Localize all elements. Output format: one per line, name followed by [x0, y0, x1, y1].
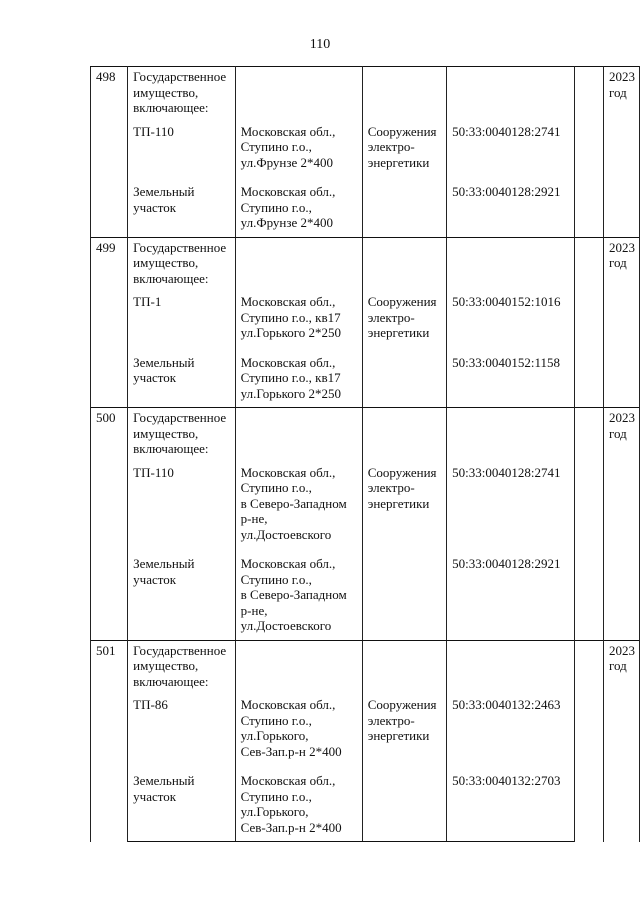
item-type: [362, 170, 446, 237]
page-number: 110: [309, 37, 331, 52]
record-number: [91, 237, 128, 408]
item-type: [362, 116, 446, 171]
record-year: [603, 408, 639, 641]
item-cadastral-text: 50:33:0040128:2921: [452, 556, 561, 571]
record-row: [91, 67, 640, 116]
record-header: [128, 640, 236, 689]
item-cadastral: [447, 170, 575, 237]
blank-cell: [575, 67, 604, 238]
type-cell: [362, 640, 446, 689]
record-header: [128, 67, 236, 116]
item-address-text: Московская обл., Ступино г.о., ул.Фрунзе 2*400: [240, 184, 336, 230]
item-type: [362, 689, 446, 759]
item-address: [235, 457, 362, 543]
item-type: [362, 457, 446, 543]
item-address-text: Московская обл., Ступино г.о., кв17 ул.Горького 2*250: [240, 354, 342, 401]
cadastral-cell: [447, 640, 575, 689]
address-cell: [235, 67, 362, 116]
cadastral-cell: [447, 408, 575, 457]
record-year: [603, 237, 639, 408]
item-name-text: ТП-110: [133, 123, 174, 139]
item-cadastral: [447, 457, 575, 543]
item-address: [235, 759, 362, 842]
item-row: [91, 286, 640, 341]
record-row: [91, 640, 640, 689]
blank-cell: [575, 640, 604, 842]
item-name: [128, 542, 236, 640]
item-name: [128, 170, 236, 237]
record-header-text: Государственное имущество, включающее:: [133, 642, 227, 689]
item-name: [128, 341, 236, 408]
item-address: [235, 542, 362, 640]
item-address: [235, 341, 362, 408]
record-number: [91, 640, 128, 842]
record-number-text: 498: [96, 69, 116, 84]
registry-body: [91, 67, 640, 842]
record-number-text: 500: [96, 410, 116, 425]
item-address-text: Московская обл., Ступино г.о., ул.Горького, Сев-Зап.р-н 2*400: [240, 697, 342, 759]
item-type-text: Сооружения электро- энергетики: [367, 123, 437, 170]
record-year: [603, 67, 639, 238]
item-row: [91, 689, 640, 759]
cadastral-cell: [447, 237, 575, 286]
item-name: [128, 457, 236, 543]
item-row: [91, 170, 640, 237]
item-name: [128, 286, 236, 341]
item-name-text: ТП-1: [133, 294, 162, 309]
record-year-text: 2023 год: [608, 642, 635, 673]
item-address-text: Московская обл., Ступино г.о., ул.Фрунзе 2*400: [240, 123, 336, 170]
item-row: [91, 116, 640, 171]
item-cadastral: [447, 689, 575, 759]
item-type: [362, 759, 446, 842]
item-name-text: Земельный участок: [133, 354, 195, 385]
item-address: [235, 689, 362, 759]
type-cell: [362, 67, 446, 116]
address-cell: [235, 640, 362, 689]
item-name: [128, 689, 236, 759]
item-row: [91, 542, 640, 640]
item-type-text: Сооружения электро- энергетики: [367, 464, 437, 511]
item-name-text: Земельный участок: [133, 184, 195, 215]
item-name-text: Земельный участок: [133, 556, 195, 587]
record-header: [128, 237, 236, 286]
blank-cell: [575, 237, 604, 408]
item-row: [91, 457, 640, 543]
item-name-text: ТП-110: [133, 464, 174, 480]
blank-cell: [575, 408, 604, 641]
type-cell: [362, 408, 446, 457]
address-cell: [235, 408, 362, 457]
record-year-text: 2023 год: [608, 239, 635, 270]
item-cadastral: [447, 341, 575, 408]
item-cadastral-text: 50:33:0040132:2463: [452, 697, 561, 712]
item-cadastral-text: 50:33:0040128:2921: [452, 184, 561, 199]
record-number: [91, 408, 128, 641]
item-row: [91, 759, 640, 842]
record-row: [91, 408, 640, 457]
item-type-text: Сооружения электро- энергетики: [367, 294, 437, 340]
item-name: [128, 116, 236, 171]
item-name: [128, 759, 236, 842]
item-address-text: Московская обл., Ступино г.о., ул.Горького, Сев-Зап.р-н 2*400: [240, 773, 342, 835]
record-number-text: 501: [96, 642, 116, 658]
record-row: [91, 237, 640, 286]
item-address-text: Московская обл., Ступино г.о., в Северо-Западном р-не, ул.Достоевского: [240, 464, 347, 542]
type-cell: [362, 237, 446, 286]
cadastral-cell: [447, 67, 575, 116]
record-header: [128, 408, 236, 457]
item-type: [362, 542, 446, 640]
record-year-text: 2023 год: [608, 410, 635, 441]
item-cadastral-text: 50:33:0040128:2741: [452, 464, 561, 480]
item-cadastral-text: 50:33:0040128:2741: [452, 123, 561, 139]
item-type-text: Сооружения электро- энергетики: [367, 697, 437, 743]
item-cadastral-text: 50:33:0040152:1016: [452, 294, 561, 309]
item-address: [235, 170, 362, 237]
record-header-text: Государственное имущество, включающее:: [133, 410, 227, 456]
item-cadastral-text: 50:33:0040152:1158: [452, 354, 560, 370]
item-name-text: Земельный участок: [133, 773, 195, 804]
item-cadastral: [447, 116, 575, 171]
item-cadastral-text: 50:33:0040132:2703: [452, 773, 561, 788]
item-address-text: Московская обл., Ступино г.о., кв17 ул.Горького 2*250: [240, 294, 342, 340]
address-cell: [235, 237, 362, 286]
item-row: [91, 341, 640, 408]
property-registry-table: [90, 66, 640, 842]
item-cadastral: [447, 759, 575, 842]
record-number-text: 499: [96, 239, 116, 255]
item-name-text: ТП-86: [133, 697, 168, 712]
record-year-text: 2023 год: [608, 69, 635, 100]
record-header-text: Государственное имущество, включающее:: [133, 69, 227, 115]
record-year: [603, 640, 639, 842]
item-address: [235, 286, 362, 341]
item-cadastral: [447, 286, 575, 341]
item-type: [362, 286, 446, 341]
record-header-text: Государственное имущество, включающее:: [133, 239, 227, 286]
item-cadastral: [447, 542, 575, 640]
item-type: [362, 341, 446, 408]
item-address: [235, 116, 362, 171]
item-address-text: Московская обл., Ступино г.о., в Северо-Западном р-не, ул.Достоевского: [240, 556, 347, 633]
record-number: [91, 67, 128, 238]
